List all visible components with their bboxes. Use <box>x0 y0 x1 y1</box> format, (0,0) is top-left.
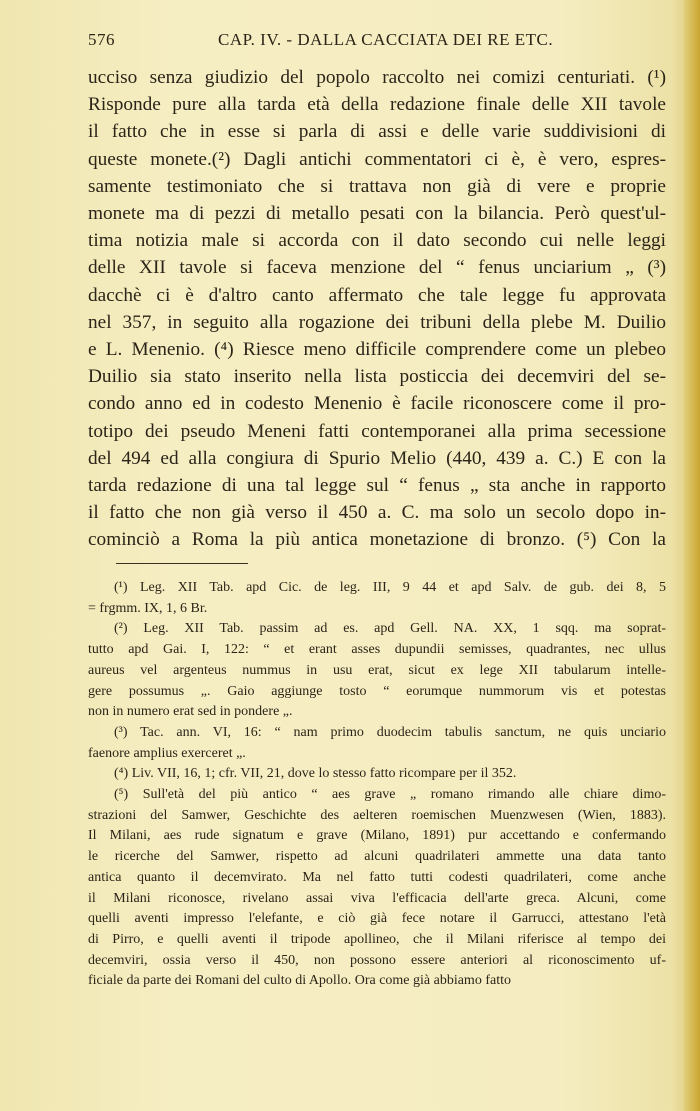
text-line: monete ma di pezzi di metallo pesati con la bilancia. Però quest'ul- <box>88 203 666 225</box>
footnote-line: faenore amplius exerceret „. <box>88 745 246 761</box>
text-line: totipo dei pseudo Meneni fatti contemporanei alla prima secessione <box>88 420 666 442</box>
text-line: Risponde pure alla tarda età della redazione finale delle XII tavole <box>88 94 666 116</box>
footnote-line: (³) Tac. ann. VI, 16: “ nam primo duodecim tabulis sanctum, ne quis unciario <box>114 724 666 740</box>
footnote <box>88 723 666 764</box>
footnote-line: ficiale da parte dei Romani del culto di Apollo. Ora come già abbiamo fatto <box>88 973 511 989</box>
footnote-line: = frgmm. IX, 1, 6 Br. <box>88 600 208 616</box>
footnote-line: le ricerche del Samwer, rispetto ad alcuni quadrilateri ammette una data tanto <box>88 849 666 865</box>
footnote-line: (⁵) Sull'età del più antico “ aes grave „ romano rimando alle chiare dimo- <box>114 787 666 803</box>
text-line: dacchè ci è d'altro canto affermato che tale legge fu approvata <box>88 284 666 306</box>
main-text <box>88 64 666 554</box>
footnote-line: (⁴) Liv. VII, 16, 1; cfr. VII, 21, dove lo stesso fatto ricompare per il 352. <box>114 766 517 782</box>
footnote-line: antica quanto il decemvirato. Ma nel fatto tutti codesti quadrilateri, come anche <box>88 869 666 885</box>
footnote-line: strazioni del Samwer, Geschichte des aelteren roemischen Muenzwesen (Wien, 1883). <box>88 807 666 823</box>
text-line: e L. Menenio. (⁴) Riesce meno difficile comprendere come un plebeo <box>88 339 666 361</box>
footnote-line: il Milani riconosce, rivelano assai viva l'efficacia dell'arte greca. Alcuni, come <box>88 890 666 906</box>
text-line: condo anno ed in codesto Menenio è facile riconoscere come il pro- <box>88 393 666 415</box>
running-head: CAP. IV. - DALLA CACCIATA DEI RE ETC. <box>218 30 554 49</box>
text-line: Duilio sia stato inserito nella lista posticcia dei decemviri del se- <box>88 366 666 388</box>
footnote-line: di Pirro, e quelli aventi il tripode apollineo, che il Milani riferisce al tempo dei <box>88 931 666 947</box>
footnote-line: (¹) Leg. XII Tab. apd Cic. de leg. III, 9 44 et apd Salv. de gub. dei 8, 5 <box>114 580 666 595</box>
footnote <box>88 764 666 785</box>
text-line: nel 357, in seguito alla rogazione dei tribuni della plebe M. Duilio <box>88 311 666 333</box>
footnote-line: Il Milani, aes rude signatum e grave (Milano, 1891) pur accettando e confermando <box>88 828 666 844</box>
text-line: del 494 ed alla congiura di Spurio Melio (440, 439 a. C.) E con la <box>88 447 666 469</box>
text-line: tima notizia male si accorda con il dato secondo cui nelle leggi <box>88 230 666 252</box>
text-line: delle XII tavole si faceva menzione del “ fenus unciarium „ (³) <box>88 257 666 279</box>
footnote-separator <box>116 563 248 564</box>
page-edge <box>684 0 700 1111</box>
text-line: tarda redazione di una tal legge sul “ fenus „ sta anche in rapporto <box>88 475 666 497</box>
page-header <box>88 30 663 56</box>
footnote-line: decemviri, ossia verso il 450, non possono essere anteriori al riconoscimento uf- <box>88 952 666 968</box>
footnote <box>88 578 666 619</box>
page-number: 576 <box>88 30 115 49</box>
footnote-line: non in numero erat sed in pondere „. <box>88 704 293 720</box>
footnote-line: quelli aventi impresso l'elefante, e ciò già fece notare il Garrucci, attestano l'età <box>88 911 666 927</box>
text-line: il fatto che non già verso il 450 a. C. ma solo un secolo dopo in- <box>88 502 666 524</box>
text-line: samente testimoniato che si trattava non già di vere e proprie <box>88 175 666 197</box>
text-line: cominciò a Roma la più antica monetazione di bronzo. (⁵) Con la <box>88 529 666 551</box>
text-line: ucciso senza giudizio del popolo raccolto nei comizi centuriati. (¹) <box>88 67 666 88</box>
text-line: queste monete.(²) Dagli antichi commentatori ci è, è vero, espres- <box>88 148 666 170</box>
footnotes <box>88 578 666 992</box>
footnote-line: gere possumus „. Gaio aggiunge tosto “ eorumque nummorum vis et potestas <box>88 683 666 699</box>
footnote-line: tutto apd Gai. I, 122: “ et erant asses dupundii semisses, quadrantes, nec ullus <box>88 642 666 658</box>
footnote <box>88 785 666 992</box>
footnote <box>88 619 666 723</box>
footnote-line: aureus vel argenteus nummus in usu erat, sicut ex lege XII tabularum intelle- <box>88 662 666 678</box>
text-line: il fatto che in esse si parla di assi e delle varie suddivisioni di <box>88 121 666 143</box>
footnote-line: (²) Leg. XII Tab. passim ad es. apd Gell. NA. XX, 1 sqq. ma soprat- <box>114 621 666 637</box>
